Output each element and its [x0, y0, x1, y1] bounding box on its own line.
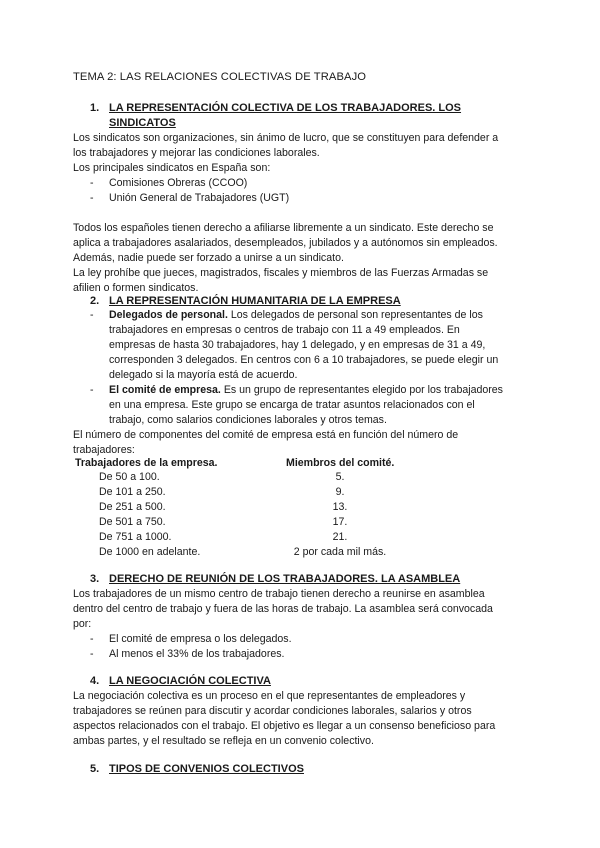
- list-item: Comisiones Obreras (CCOO): [109, 177, 248, 189]
- list-item: Al menos el 33% de los trabajadores.: [109, 648, 285, 660]
- section-5-number: 5.: [90, 763, 100, 775]
- table-cell-members: 13.: [332, 501, 348, 513]
- section-4-heading: LA NEGOCIACIÓN COLECTIVA: [109, 675, 271, 687]
- table-cell-workers: De 751 a 1000.: [99, 531, 172, 543]
- section-2-heading: LA REPRESENTACIÓN HUMANITARIA DE LA EMPRESA: [109, 295, 401, 307]
- table-cell-members: 17.: [332, 516, 348, 528]
- bullet-dash: -: [90, 192, 94, 204]
- s4-paragraph-line-4: ambas partes, y el resultado se refleja en un convenio colectivo.: [73, 735, 374, 747]
- comite-line-2: en una empresa. Este grupo se encarga de tratar asuntos relacionados con el: [109, 399, 475, 411]
- s4-paragraph-line-1: La negociación colectiva es un proceso en el que representantes de empleadores y: [73, 690, 466, 702]
- comite-line-1: [109, 383, 503, 398]
- table-header-workers: Trabajadores de la empresa.: [75, 457, 218, 469]
- list-item: El comité de empresa o los delegados.: [109, 633, 292, 645]
- s2-paragraph-line-2: trabajadores:: [73, 444, 135, 456]
- delegados-line-1: [109, 308, 483, 323]
- section-1-number: 1.: [90, 102, 100, 114]
- bullet-dash: -: [90, 384, 94, 396]
- section-1-heading-line-2: SINDICATOS: [109, 117, 176, 129]
- section-3-heading: DERECHO DE REUNIÓN DE LOS TRABAJADORES. LA ASAMBLEA: [109, 573, 461, 585]
- bullet-dash: -: [90, 309, 94, 321]
- table-cell-members: 9.: [335, 486, 345, 498]
- s1-paragraph-4-line-1: La ley prohíbe que jueces, magistrados, fiscales y miembros de las Fuerzas Armadas se: [73, 267, 489, 279]
- s4-paragraph-line-3: aspectos relacionados con el trabajo. El objetivo es llegar a un consenso beneficioso para: [73, 720, 496, 732]
- s1-paragraph-1-line-1: Los sindicatos son organizaciones, sin ánimo de lucro, que se constituyen para defender a: [73, 132, 499, 144]
- s4-paragraph-line-2: trabajadores se reúnen para discutir y acordar condiciones laborales, salarios y otros: [73, 705, 472, 717]
- list-item: Unión General de Trabajadores (UGT): [109, 192, 290, 204]
- table-cell-members: 2 por cada mil más.: [293, 546, 387, 558]
- s3-paragraph-line-1: Los trabajadores de un mismo centro de trabajo tienen derecho a reunirse en asamblea: [73, 588, 485, 600]
- s1-paragraph-1-line-2: los trabajadores y mejorar las condiciones laborales.: [73, 147, 320, 159]
- delegados-line-2: trabajadores en empresas o centros de trabajo con 11 a 49 empleados. En: [109, 324, 460, 336]
- section-1-heading-line-1: LA REPRESENTACIÓN COLECTIVA DE LOS TRABAJADORES. LOS: [109, 102, 462, 114]
- delegados-text: Los delegados de personal son representantes de los: [227, 309, 483, 321]
- bullet-dash: -: [90, 633, 94, 645]
- delegados-line-3: empresas de hasta 30 trabajadores, hay 1 delegado, y en empresas de 31 a 49,: [109, 339, 486, 351]
- delegados-line-4: corresponden 3 delegados. En centros con 6 a 10 trabajadores, se puede elegir un: [109, 354, 499, 366]
- section-3-number: 3.: [90, 573, 100, 585]
- s1-paragraph-3-line-2: aplica a trabajadores asalariados, desempleados, jubilados y a autónomos sin empleados.: [73, 237, 498, 249]
- s1-paragraph-3-line-1: Todos los españoles tienen derecho a afiliarse libremente a un sindicato. Este derecho se: [73, 222, 494, 234]
- comite-line-3: trabajo, como salarios condiciones laborales y otros temas.: [109, 414, 387, 426]
- comite-text: Es un grupo de representantes elegido por los trabajadores: [220, 384, 503, 396]
- table-cell-workers: De 251 a 500.: [99, 501, 166, 513]
- table-cell-workers: De 1000 en adelante.: [99, 546, 201, 558]
- comite-term: El comité de empresa.: [109, 384, 221, 396]
- s1-paragraph-2: Los principales sindicatos en España son:: [73, 162, 271, 174]
- s1-paragraph-3-line-3: Además, nadie puede ser forzado a unirse a un sindicato.: [73, 252, 344, 264]
- s3-paragraph-line-2: dentro del centro de trabajo y fuera de las horas de trabajo. La asamblea será convocada: [73, 603, 493, 615]
- section-4-number: 4.: [90, 675, 100, 687]
- s3-paragraph-line-3: por:: [73, 618, 92, 630]
- table-cell-members: 5.: [335, 471, 345, 483]
- bullet-dash: -: [90, 648, 94, 660]
- delegados-line-5: delegado si la mayoría está de acuerdo.: [109, 369, 298, 381]
- table-cell-workers: De 101 a 250.: [99, 486, 166, 498]
- table-cell-workers: De 50 a 100.: [99, 471, 160, 483]
- section-2-number: 2.: [90, 295, 100, 307]
- bullet-dash: -: [90, 177, 94, 189]
- document-title: TEMA 2: LAS RELACIONES COLECTIVAS DE TRABAJO: [73, 71, 367, 83]
- s1-paragraph-4-line-2: afilien o formen sindicatos.: [73, 282, 199, 294]
- table-cell-members: 21.: [332, 531, 348, 543]
- s2-paragraph-line-1: El número de componentes del comité de empresa está en función del número de: [73, 429, 459, 441]
- section-5-heading: TIPOS DE CONVENIOS COLECTIVOS: [109, 763, 304, 775]
- table-cell-workers: De 501 a 750.: [99, 516, 166, 528]
- table-header-members: Miembros del comité.: [286, 457, 395, 469]
- delegados-term: Delegados de personal.: [109, 309, 228, 321]
